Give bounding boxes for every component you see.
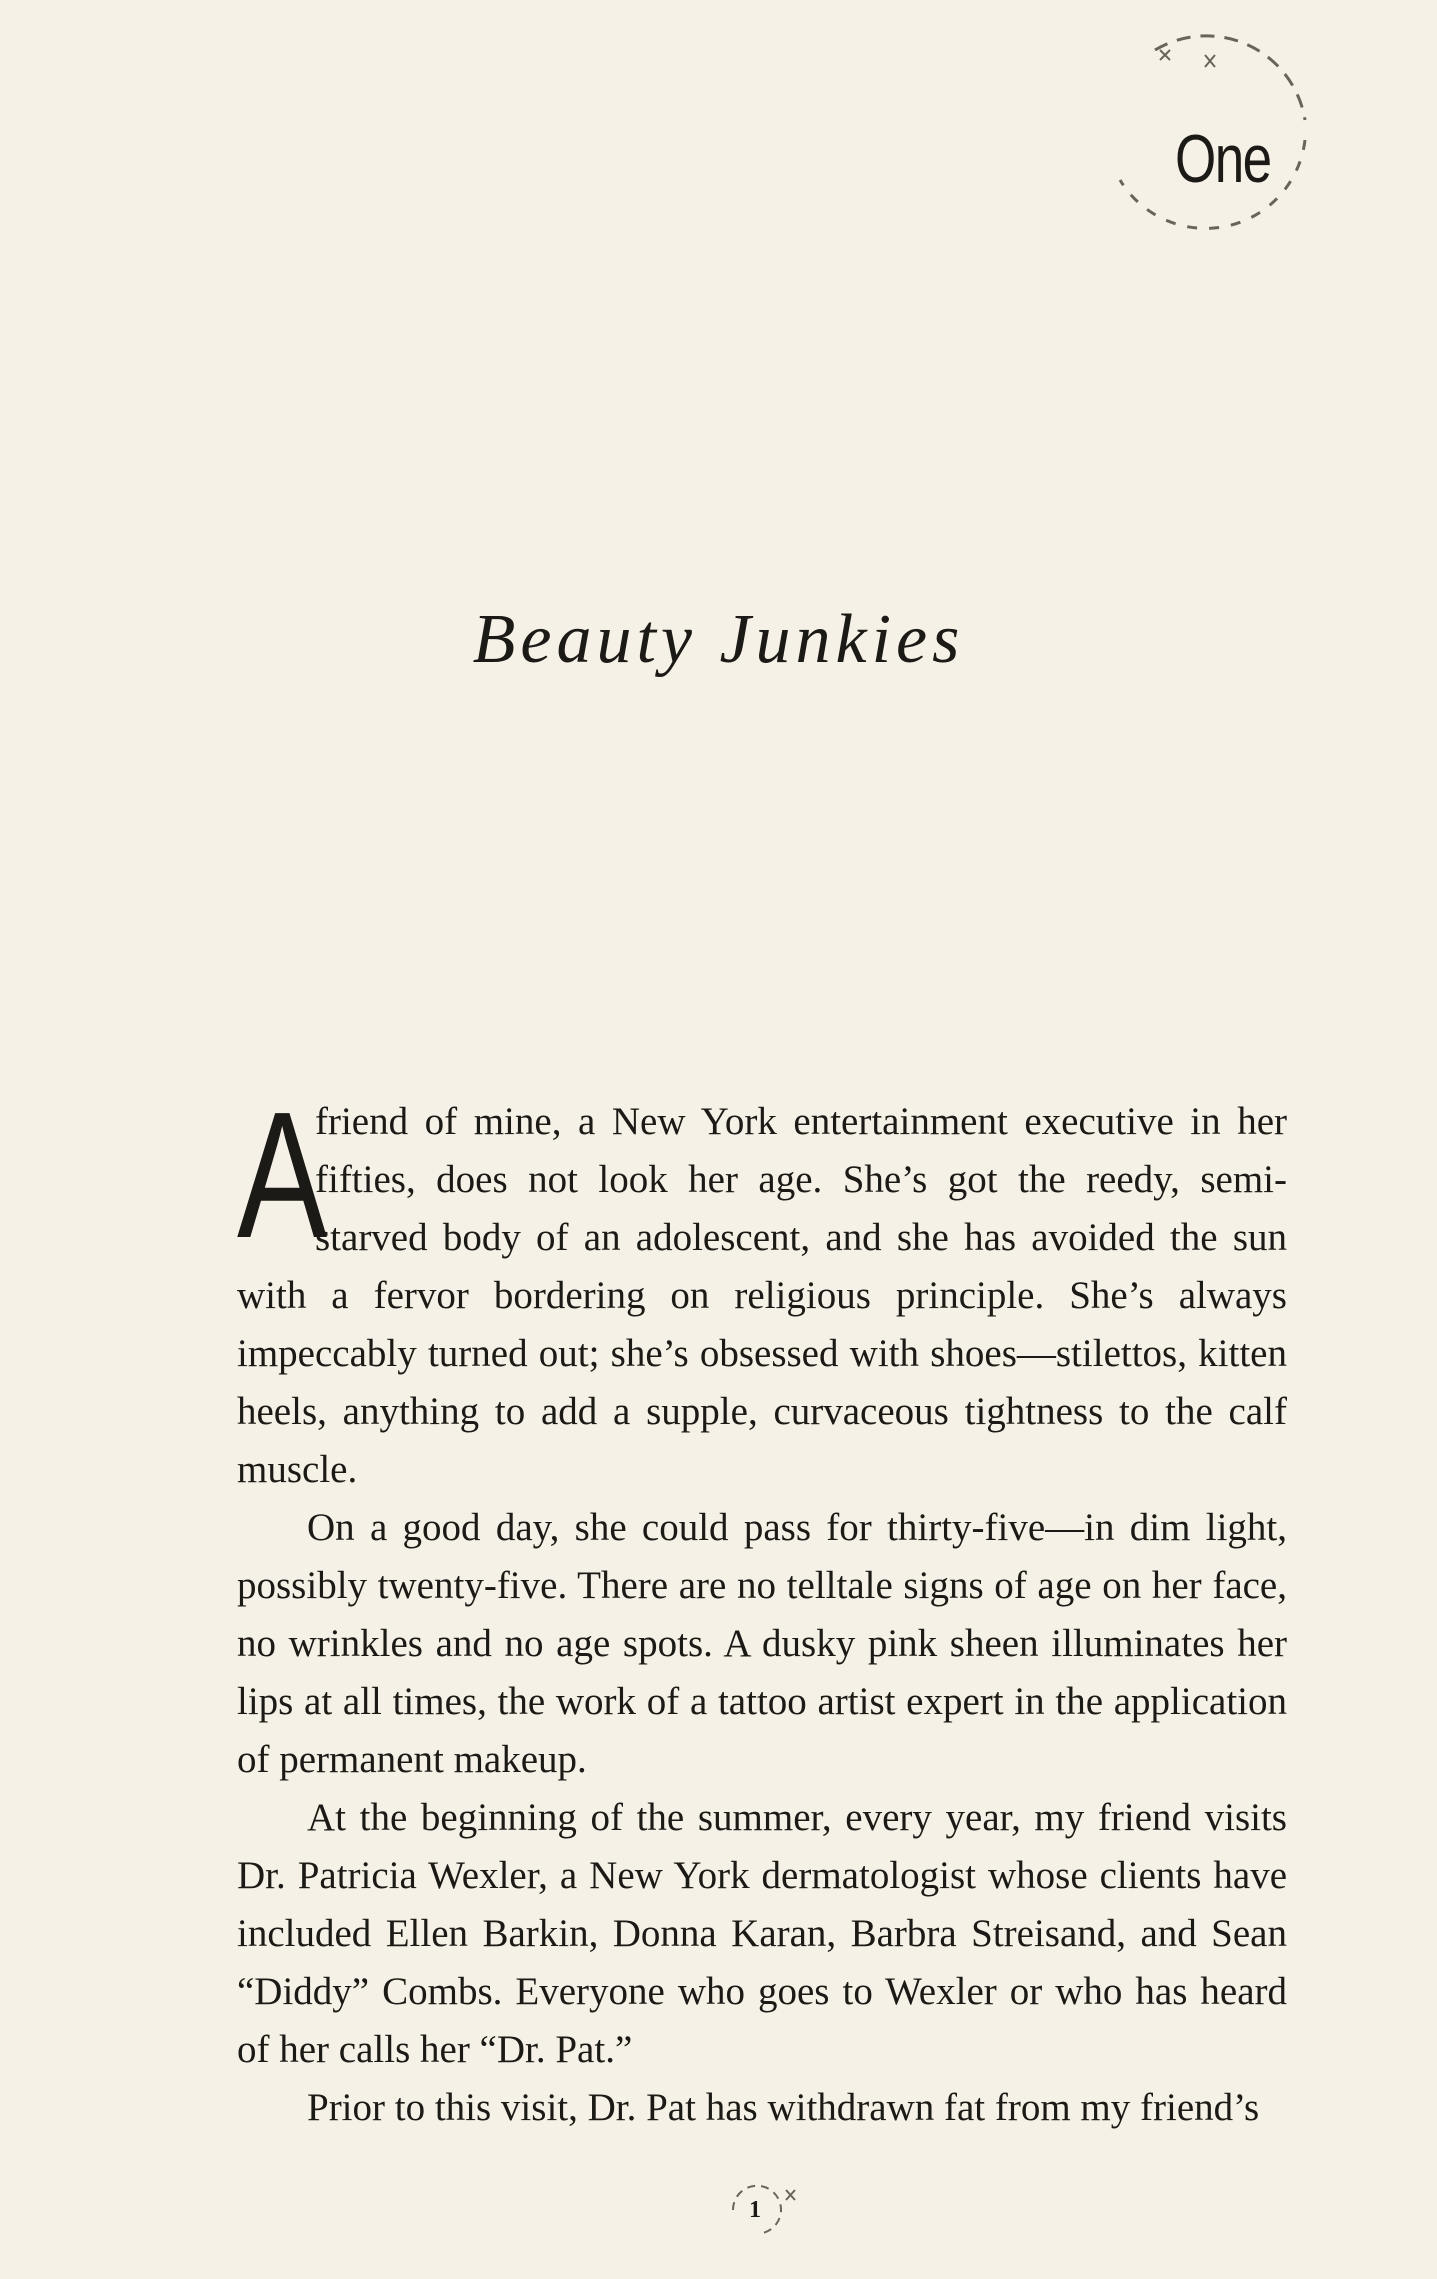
first-paragraph-text: friend of mine, a New York entertainment executive in her fifties, does not look her age. She’s got the reedy, semi-starved body of an adolescent, and she has avoided the sun with a fervor bordering on religious principle. She’s always impeccably turned out; she’s obsessed with shoes—stilettos, kitten heels, anything to add a supple, curvaceous tightness to the calf muscle.: [237, 1100, 1287, 1491]
chapter-body: [237, 1075, 1287, 2137]
paragraph: At the beginning of the summer, every year, my friend visits Dr. Patricia Wexler, a New York dermatologist whose clients have included Ellen Barkin, Donna Karan, Barbra Streisand, and Sean “Diddy” Combs. Everyone who goes to Wexler or who has heard of her calls her “Dr. Pat.”: [237, 1796, 1287, 2071]
first-paragraph: [237, 1075, 1287, 1499]
chapter-number: One: [1175, 121, 1271, 197]
page-number: 1: [749, 2197, 761, 2223]
paragraph: Prior to this visit, Dr. Pat has withdrawn fat from my friend’s: [307, 2086, 1260, 2129]
paragraph: On a good day, she could pass for thirty-five—in dim light, possibly twenty-five. There are no telltale signs of age on her face, no wrinkles and no age spots. A dusky pink sheen illuminates her lips at all times, the work of a tattoo artist expert in the application of permanent makeup.: [237, 1506, 1287, 1781]
drop-cap: A: [237, 1075, 328, 1276]
page-number-ornament: [708, 2170, 818, 2250]
chapter-title: Beauty Junkies: [472, 601, 965, 678]
